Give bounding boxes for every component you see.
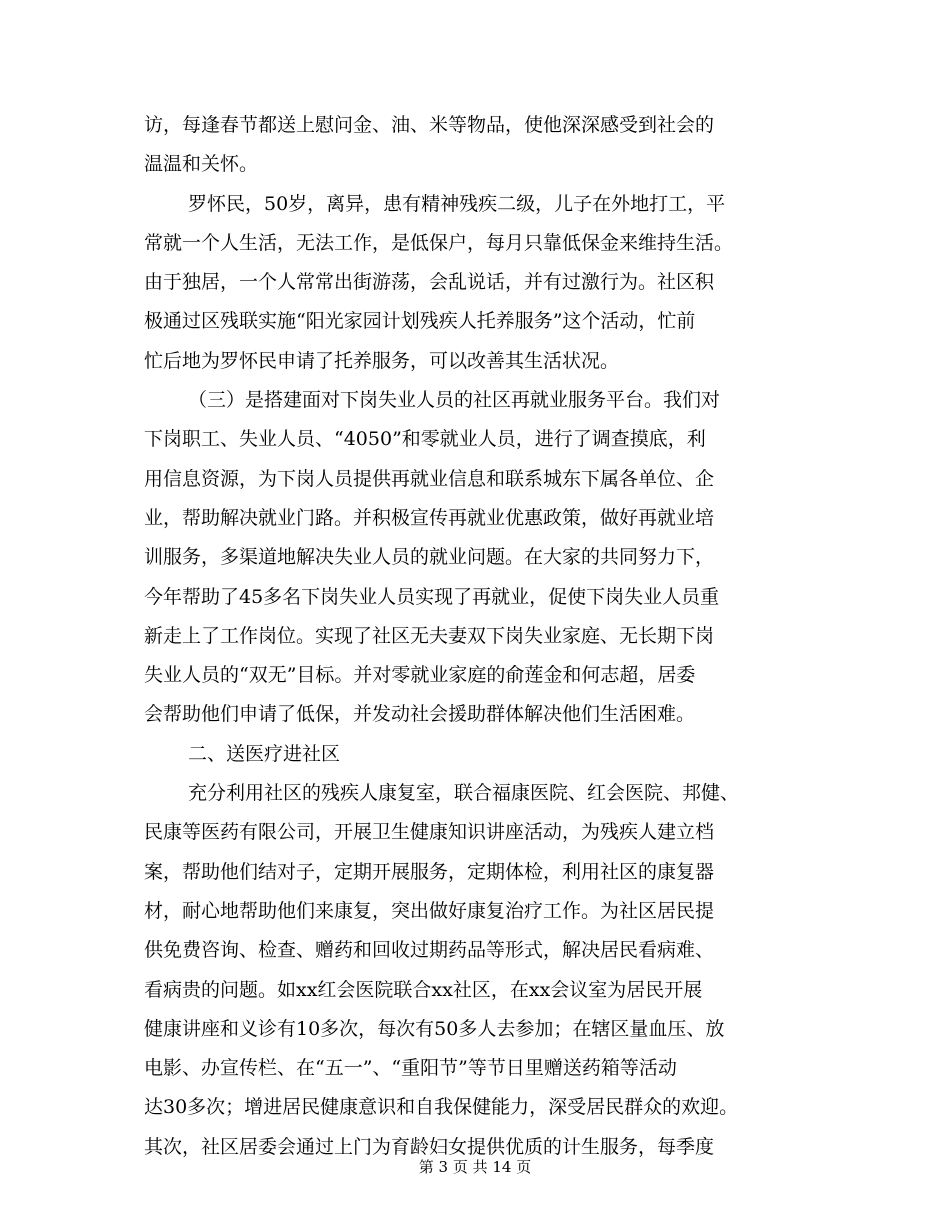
text-line: 其次，社区居委会通过上门为育龄妇女提供优质的计生服务，每季度 — [144, 1135, 715, 1158]
text-line: 忙后地为罗怀民申请了托养服务，可以改善其生活状况。 — [144, 349, 620, 372]
text-line: 新走上了工作岗位。实现了社区无夫妻双下岗失业家庭、无长期下岗 — [144, 624, 715, 647]
text-line: 罗怀民，50岁，离异，患有精神残疾二级，儿子在外地打工，平 — [188, 192, 726, 215]
text-line: 业，帮助解决就业门路。并积极宣传再就业优惠政策，做好再就业培 — [144, 506, 715, 529]
text-line: 训服务，多渠道地解决失业人员的就业问题。在大家的共同努力下， — [144, 546, 715, 569]
text-line: 用信息资源，为下岗人员提供再就业信息和联系城东下属各单位、企 — [144, 467, 715, 490]
text-line: 常就一个人生活，无法工作，是低保户，每月只靠低保金来维持生活。 — [144, 231, 734, 254]
text-line: 今年帮助了45多名下岗失业人员实现了再就业，促使下岗失业人员重 — [144, 585, 720, 608]
text-line: 会帮助他们申请了低保，并发动社会援助群体解决他们生活困难。 — [144, 703, 696, 726]
text-line: 访，每逢春节都送上慰问金、油、米等物品，使他深深感受到社会的 — [144, 114, 715, 136]
text-line: 健康讲座和义诊有10多次，每次有50多人去参加；在辖区量血压、放 — [144, 1017, 725, 1040]
text-line: 二、送医疗进社区 — [188, 742, 341, 765]
text-line: 失业人员的“双无”目标。并对零就业家庭的俞莲金和何志超，居委 — [144, 664, 696, 687]
text-line: 材，耐心地帮助他们来康复，突出做好康复治疗工作。为社区居民提 — [144, 899, 715, 922]
text-line: 温温和关怀。 — [144, 153, 259, 176]
text-line: 供免费咨询、检查、赠药和回收过期药品等形式，解决居民看病难、 — [144, 939, 715, 962]
page-footer: 第 3 页 共 14 页 — [418, 1158, 532, 1176]
text-line: 电影、办宣传栏、在“五一”、“重阳节”等节日里赠送药箱等活动 — [144, 1057, 677, 1080]
text-line: （三）是搭建面对下岗失业人员的社区再就业服务平台。我们对 — [188, 389, 721, 412]
text-line: 案，帮助他们结对子，定期开展服务，定期体检，利用社区的康复器 — [144, 860, 715, 883]
text-line: 看病贵的问题。如xx红会医院联合xx社区，在xx会议室为居民开展 — [144, 978, 703, 1001]
text-line: 下岗职工、失业人员、“4050”和零就业人员，进行了调查摸底，利 — [144, 428, 706, 451]
text-line: 由于独居，一个人常常出街游荡，会乱说话，并有过激行为。社区积 — [144, 271, 715, 294]
body-text — [144, 106, 824, 1167]
text-line: 充分利用社区的残疾人康复室，联合福康医院、红会医院、邦健、 — [188, 782, 740, 805]
text-line: 极通过区残联实施“阳光家园计划残疾人托养服务”这个活动，忙前 — [144, 310, 696, 333]
text-line: 达30多次；增进居民健康意识和自我保健能力，深受居民群众的欢迎。 — [144, 1096, 739, 1119]
text-line: 民康等医药有限公司，开展卫生健康知识讲座活动，为残疾人建立档 — [144, 821, 715, 844]
